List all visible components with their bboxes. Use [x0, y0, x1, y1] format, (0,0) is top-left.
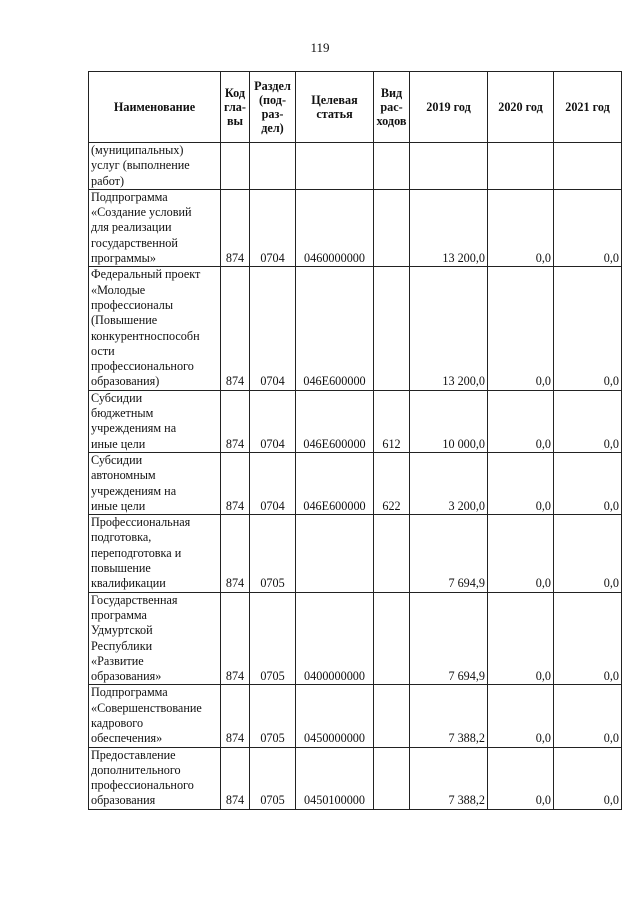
row-target: 0450000000 [296, 685, 374, 747]
row-2019: 10 000,0 [410, 390, 488, 452]
row-name-line: кадрового [91, 715, 144, 730]
row-2020 [488, 143, 554, 190]
row-type [374, 267, 410, 390]
row-name [89, 685, 221, 747]
table-row [89, 592, 622, 685]
row-name-line: программа [91, 607, 147, 622]
row-section: 0705 [250, 515, 296, 592]
row-name-line: бюджетным [91, 406, 154, 421]
row-code: 874 [221, 267, 250, 390]
row-section: 0704 [250, 390, 296, 452]
row-name-line: профессионалы [91, 297, 174, 312]
row-2019: 3 200,0 [410, 452, 488, 514]
row-target [296, 143, 374, 190]
row-name [89, 452, 221, 514]
row-name-line: обеспечения» [91, 731, 163, 746]
row-code: 874 [221, 390, 250, 452]
row-name-line: «Молодые [91, 282, 146, 297]
row-name-line: для реализации [91, 220, 172, 235]
row-name-line: Субсидии [91, 390, 143, 405]
row-code [221, 143, 250, 190]
row-name [89, 390, 221, 452]
row-type: 612 [374, 390, 410, 452]
row-target: 0460000000 [296, 189, 374, 266]
header-section: Раздел (под-раз-дел) [250, 72, 296, 143]
row-target: 046E600000 [296, 452, 374, 514]
row-name-line: автономным [91, 468, 156, 483]
row-2021: 0,0 [554, 267, 622, 390]
row-name-line: (муниципальных) [91, 143, 184, 157]
row-name-line: дополнительного [91, 762, 181, 777]
row-2019 [410, 143, 488, 190]
header-name: Наименование [89, 72, 221, 143]
table-row [89, 685, 622, 747]
row-name-line: переподготовка и [91, 545, 182, 560]
row-name-line: услуг (выполнение [91, 158, 190, 173]
row-target: 046E600000 [296, 390, 374, 452]
row-name-line: Государственная [91, 592, 178, 607]
row-name [89, 189, 221, 266]
row-2020: 0,0 [488, 189, 554, 266]
row-section: 0704 [250, 452, 296, 514]
page-number: 119 [310, 40, 330, 55]
table-row [89, 390, 622, 452]
row-target: 0400000000 [296, 592, 374, 685]
row-section: 0705 [250, 592, 296, 685]
row-name-line: учреждениям на [91, 421, 177, 436]
row-2021: 0,0 [554, 390, 622, 452]
row-code: 874 [221, 189, 250, 266]
row-2019: 13 200,0 [410, 189, 488, 266]
row-2021: 0,0 [554, 452, 622, 514]
row-name-line: Предоставление [91, 747, 176, 762]
table-row [89, 267, 622, 390]
row-name [89, 267, 221, 390]
row-2019: 7 388,2 [410, 747, 488, 809]
row-name [89, 592, 221, 685]
row-name-line: Подпрограмма [91, 685, 168, 700]
table-row [89, 452, 622, 514]
row-name-line: государственной [91, 235, 178, 250]
table-row [89, 747, 622, 809]
row-2019: 7 694,9 [410, 515, 488, 592]
row-name-line: Федеральный проект [91, 267, 201, 282]
header-2020: 2020 год [488, 72, 554, 143]
budget-table [88, 71, 622, 810]
row-name-line: «Развитие [91, 653, 144, 668]
row-target [296, 515, 374, 592]
row-section [250, 143, 296, 190]
row-name-line: образования» [91, 669, 162, 684]
row-section: 0704 [250, 189, 296, 266]
row-code: 874 [221, 452, 250, 514]
row-name-line: работ) [91, 173, 125, 188]
row-name-line: Субсидии [91, 452, 143, 467]
row-name [89, 515, 221, 592]
row-name-line: повышение [91, 561, 151, 576]
row-name [89, 747, 221, 809]
row-name-line: иные цели [91, 436, 146, 451]
row-target: 046E600000 [296, 267, 374, 390]
row-2021 [554, 143, 622, 190]
row-name-line: «Совершенствование [91, 700, 202, 715]
header-target: Целевая статья [296, 72, 374, 143]
row-2019: 7 388,2 [410, 685, 488, 747]
row-name-line: Профессиональная [91, 515, 191, 530]
row-name-line: подготовка, [91, 530, 152, 545]
header-type: Вид рас-ходов [374, 72, 410, 143]
row-name-line: Подпрограмма [91, 189, 168, 204]
row-2020: 0,0 [488, 592, 554, 685]
row-name-line: Удмуртской [91, 623, 153, 638]
row-type [374, 747, 410, 809]
row-name [89, 143, 221, 190]
row-name-line: квалификации [91, 576, 166, 591]
row-code: 874 [221, 747, 250, 809]
row-name-line: Республики [91, 638, 153, 653]
row-code: 874 [221, 515, 250, 592]
row-name-line: образования [91, 793, 156, 808]
table-row [89, 143, 622, 190]
header-2021: 2021 год [554, 72, 622, 143]
row-2020: 0,0 [488, 515, 554, 592]
row-2019: 7 694,9 [410, 592, 488, 685]
row-section: 0705 [250, 747, 296, 809]
row-2021: 0,0 [554, 592, 622, 685]
row-name-line: конкурентноспособн [91, 328, 200, 343]
row-code: 874 [221, 592, 250, 685]
row-target: 0450100000 [296, 747, 374, 809]
row-type [374, 143, 410, 190]
row-2020: 0,0 [488, 390, 554, 452]
row-name-line: учреждениям на [91, 483, 177, 498]
row-2020: 0,0 [488, 452, 554, 514]
row-2021: 0,0 [554, 515, 622, 592]
table-row [89, 189, 622, 266]
row-2021: 0,0 [554, 189, 622, 266]
row-name-line: профессионального [91, 359, 194, 374]
row-type [374, 685, 410, 747]
row-type: 622 [374, 452, 410, 514]
row-2019: 13 200,0 [410, 267, 488, 390]
row-code: 874 [221, 685, 250, 747]
row-2020: 0,0 [488, 685, 554, 747]
row-name-line: профессионального [91, 778, 194, 793]
row-name-line: (Повышение [91, 313, 158, 328]
row-type [374, 189, 410, 266]
row-2021: 0,0 [554, 685, 622, 747]
row-name-line: иные цели [91, 498, 146, 513]
header-row [89, 72, 622, 143]
row-section: 0704 [250, 267, 296, 390]
row-name-line: программы» [91, 251, 156, 266]
row-type [374, 592, 410, 685]
row-section: 0705 [250, 685, 296, 747]
row-2021: 0,0 [554, 747, 622, 809]
row-2020: 0,0 [488, 267, 554, 390]
row-type [374, 515, 410, 592]
row-name-line: «Создание условий [91, 205, 192, 220]
row-name-line: ости [91, 343, 115, 358]
table-row [89, 515, 622, 592]
row-name-line: образования) [91, 374, 160, 389]
row-2020: 0,0 [488, 747, 554, 809]
header-code: Код гла-вы [221, 72, 250, 143]
header-2019: 2019 год [410, 72, 488, 143]
